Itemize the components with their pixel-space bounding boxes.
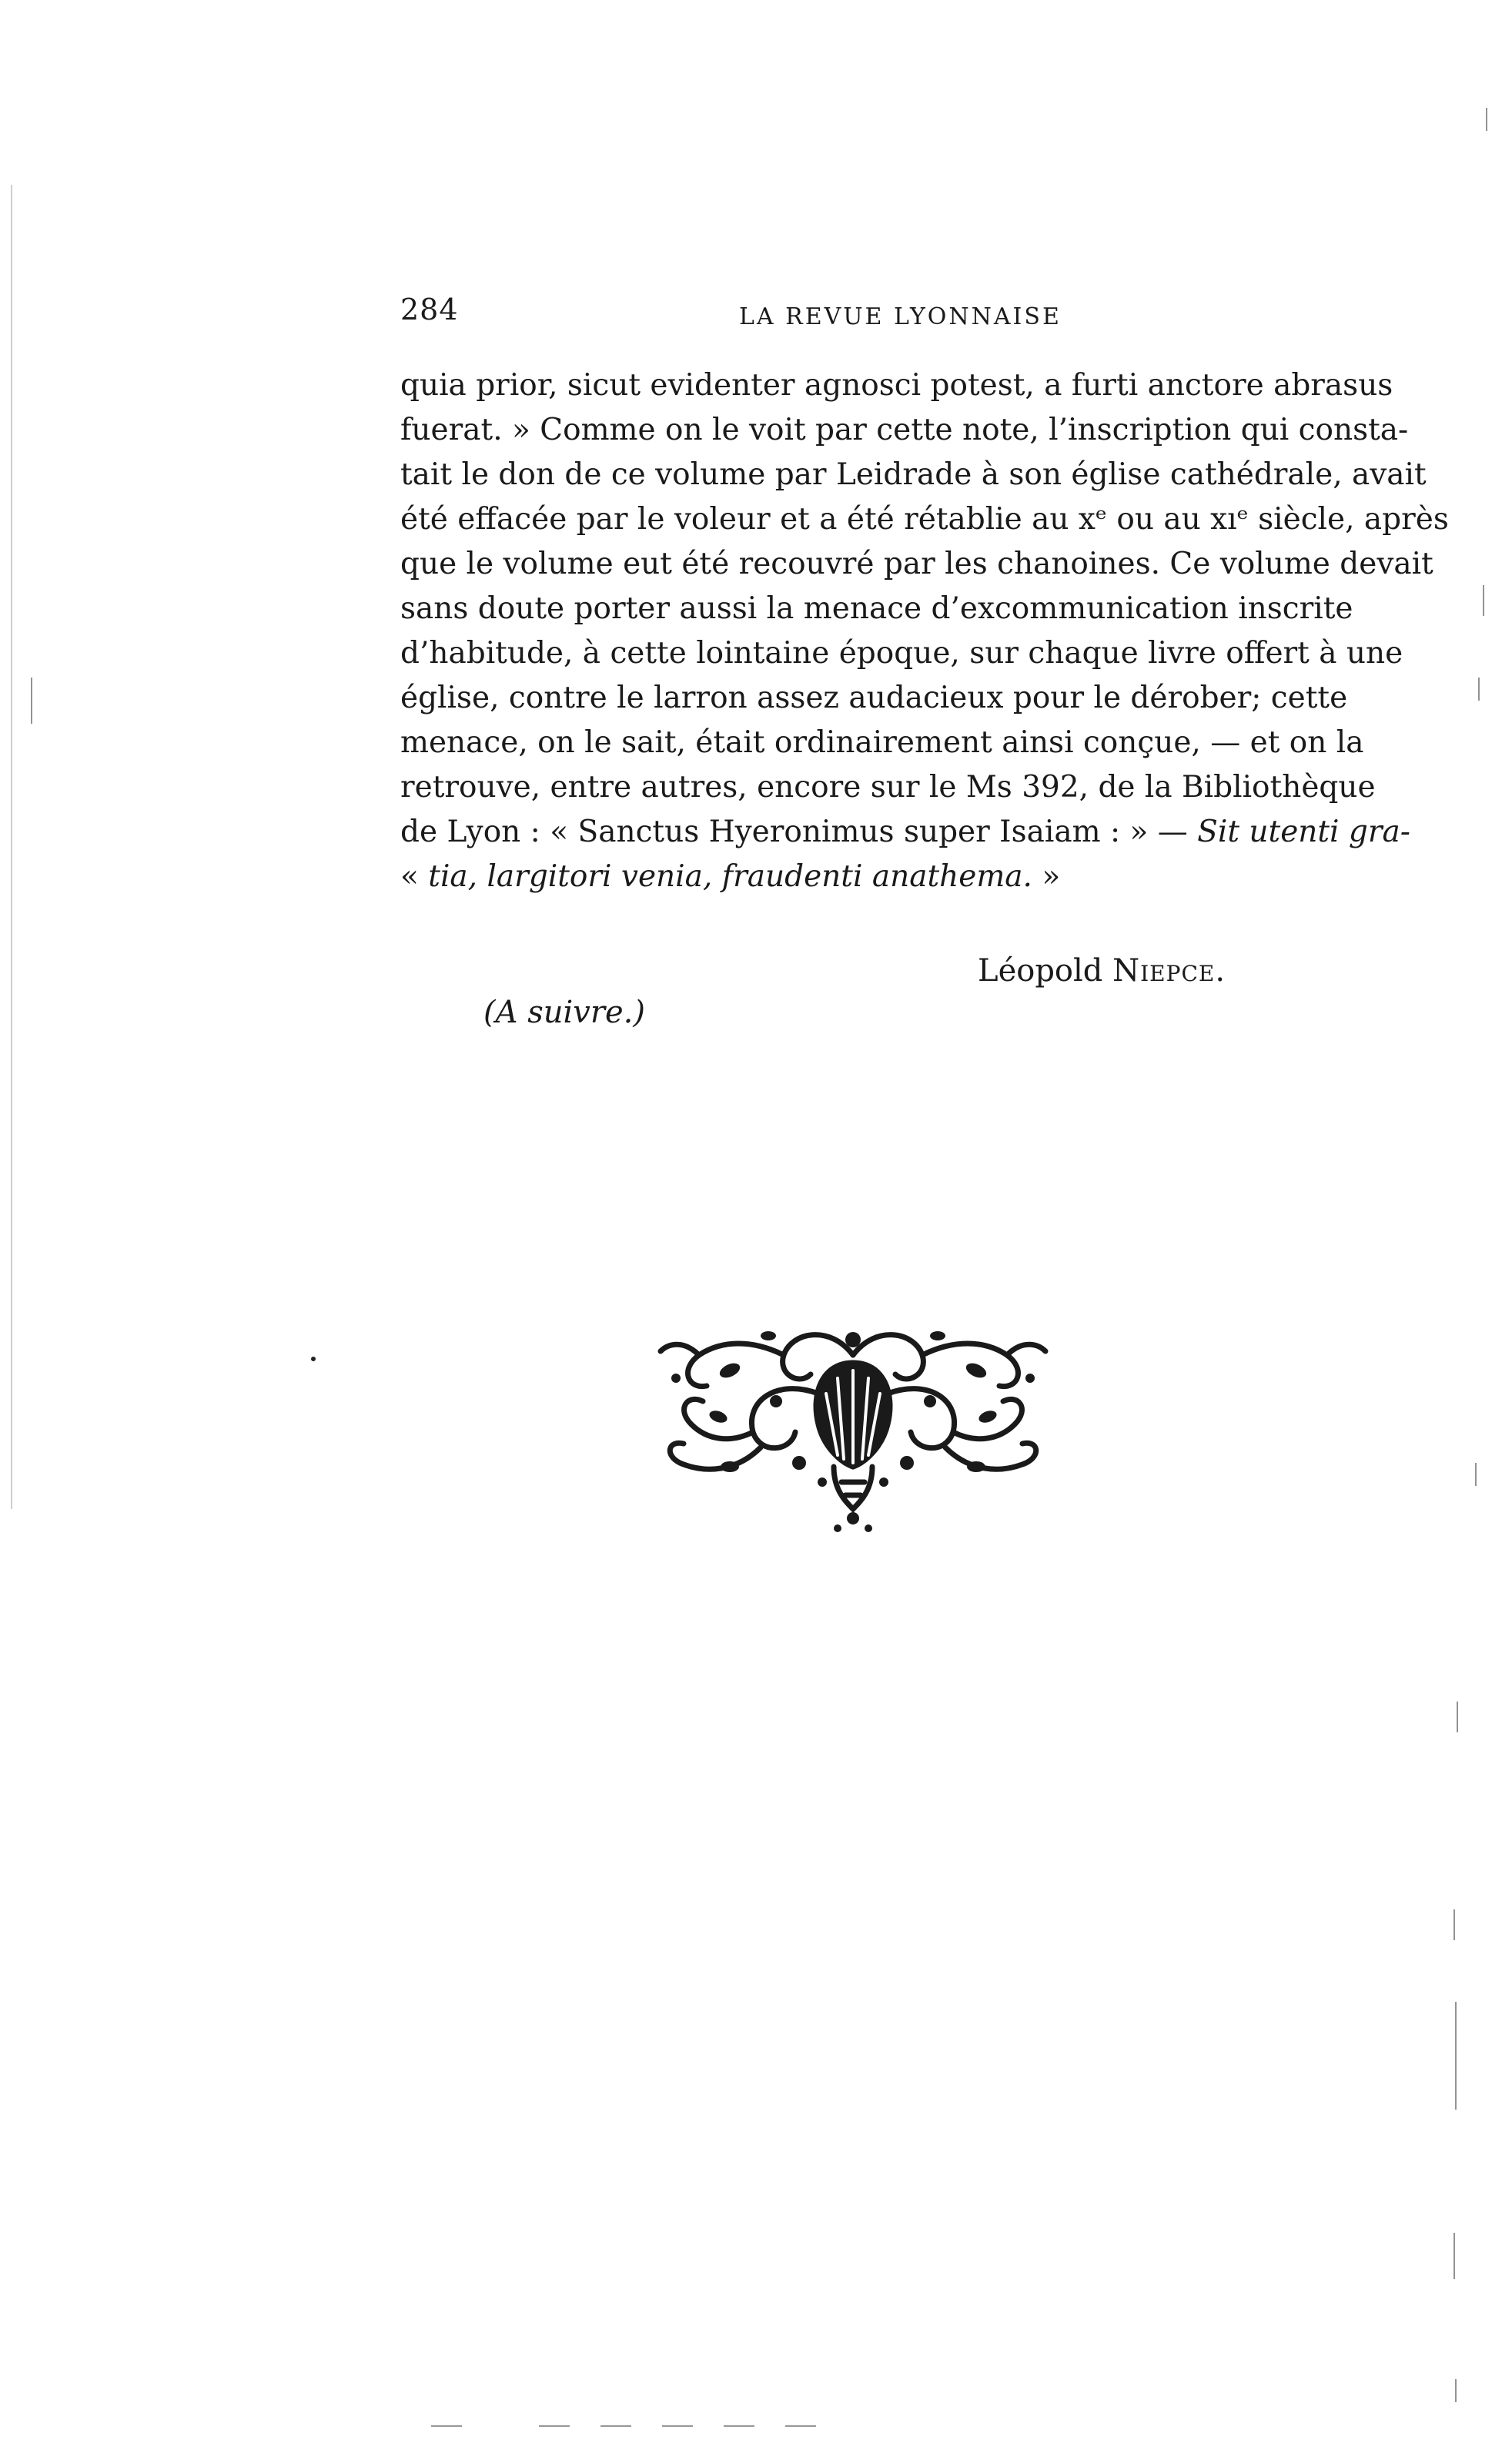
text-line: église, contre le larron assez audacieux pour le dérober; cette: [400, 681, 1348, 715]
scan-edge-mark: [11, 185, 12, 1509]
journal-title: LA REVUE LYONNAISE: [739, 303, 1062, 330]
ornament-icon: [645, 1309, 1061, 1540]
scan-edge-mark: [1455, 2002, 1457, 2110]
text-line: sans doute porter aussi la menace d’excommunication inscrite: [400, 591, 1353, 626]
text-line: retrouve, entre autres, encore sur le Ms 392, de la Bibliothèque: [400, 770, 1376, 805]
text-line: menace, on le sait, était ordinairement ainsi conçue, — et on la: [400, 725, 1364, 760]
text-line: de Lyon : « Sanctus Hyeronimus super Isaiam : » — Sit utenti gra-: [400, 815, 1410, 849]
scan-edge-mark: [1478, 678, 1480, 701]
latin-quote: tia, largitori venia, fraudenti anathema.: [428, 859, 1032, 894]
latin-quote: Sit utenti gra-: [1197, 815, 1410, 849]
scan-bottom-dash: [785, 2425, 816, 2427]
text-line: fuerat. » Comme on le voit par cette note, l’inscription qui consta-: [400, 413, 1409, 447]
page-number: 284: [400, 293, 459, 326]
scan-bottom-dash: [539, 2425, 570, 2427]
text-line: quia prior, sicut evidenter agnosci potest, a furti anctore abrasus: [400, 368, 1393, 403]
running-head: [400, 293, 1340, 339]
scan-edge-mark: [1453, 1909, 1455, 1940]
scan-edge-mark: [1486, 108, 1487, 131]
scan-edge-mark: [31, 678, 32, 724]
ink-speck: [311, 1357, 316, 1361]
body-text: [400, 363, 1449, 899]
text-line: « tia, largitori venia, fraudenti anathema. »: [400, 859, 1061, 894]
text-line: tait le don de ce volume par Leidrade à son église cathédrale, avait: [400, 457, 1427, 492]
scan-bottom-dash: [662, 2425, 693, 2427]
scan-edge-mark: [1483, 585, 1484, 616]
scan-edge-mark: [1457, 1702, 1458, 1732]
text-line: que le volume eut été recouvré par les chanoines. Ce volume devait: [400, 547, 1433, 581]
continuation-note: (A suivre.): [483, 995, 645, 1030]
text-line: d’habitude, à cette lointaine époque, sur chaque livre offert à une: [400, 636, 1403, 671]
author-last-name: Niepce.: [1112, 953, 1226, 989]
scan-bottom-dash: [724, 2425, 754, 2427]
scan-edge-mark: [1455, 2379, 1457, 2402]
author-signature: [978, 953, 1226, 989]
scan-edge-mark: [1453, 2233, 1455, 2279]
text-line: été effacée par le voleur et a été rétablie au xᵉ ou au xıᵉ siècle, après: [400, 502, 1449, 537]
scan-bottom-dash: [600, 2425, 631, 2427]
author-first-name: Léopold: [978, 953, 1103, 989]
scan-edge-mark: [1475, 1463, 1477, 1486]
scan-bottom-dash: [431, 2425, 462, 2427]
